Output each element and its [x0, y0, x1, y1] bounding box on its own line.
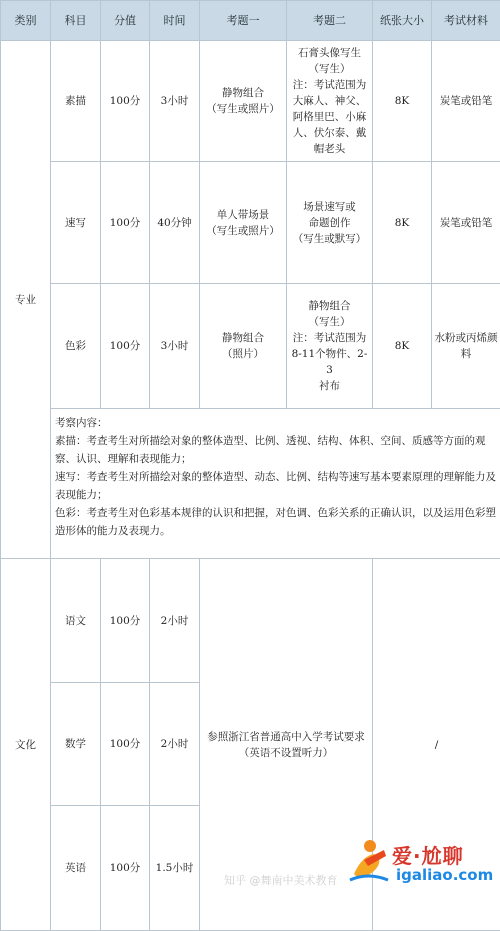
question-one-cell [200, 284, 287, 409]
merged-paper-material-cell: / [373, 559, 500, 931]
table-row [1, 162, 500, 284]
time-cell: 3小时 [150, 284, 200, 409]
domain-watermark-text: igaliao.com [396, 866, 493, 884]
note-line: 速写：考查考生对所描绘对象的整体造型、动态、比例、结构等速写基本要素原理的理解能力及表现能力； [55, 468, 496, 504]
paper-size-cell: 8K [373, 284, 432, 409]
note-line: 色彩：考查考生对色彩基本规律的认识和把握，对色调、色彩关系的正确认识，以及运用色彩塑造形体的能力及表现力。 [55, 504, 496, 540]
table-row [1, 284, 500, 409]
cell-line: 单人带场景 [202, 207, 284, 223]
header-row [1, 1, 500, 41]
score-cell: 100分 [101, 683, 150, 806]
cell-line: 参照浙江省普通高中入学考试要求 [202, 729, 370, 745]
time-cell: 3小时 [150, 41, 200, 162]
subject-cell: 速写 [51, 162, 101, 284]
time-cell: 2小时 [150, 683, 200, 806]
cell-line: （写生或照片） [202, 101, 284, 117]
cell-line: 8-11个物件、2-3 [289, 346, 370, 378]
table-row [1, 41, 500, 162]
paper-size-cell: 8K [373, 41, 432, 162]
cell-line: 人、伏尔泰、戴 [289, 125, 370, 141]
cell-line: 石膏头像写生 [289, 45, 370, 61]
brand-watermark-text: 爱·尬聊 [392, 840, 464, 869]
question-one-cell [200, 41, 287, 162]
cell-line: （写生或照片） [202, 223, 284, 239]
note-line: 考察内容： [55, 414, 496, 432]
header-subject: 科目 [51, 1, 101, 41]
cell-line: 静物组合 [202, 330, 284, 346]
question-two-cell [287, 284, 373, 409]
subject-cell: 语文 [51, 559, 101, 683]
cell-line: 命题创作 [289, 215, 370, 231]
header-question-one: 考题一 [200, 1, 287, 41]
header-material: 考试材料 [432, 1, 500, 41]
assessment-note [51, 409, 500, 559]
cell-line: 注：考试范围为 [289, 330, 370, 346]
subject-cell: 素描 [51, 41, 101, 162]
cell-line: （写生） [289, 61, 370, 77]
question-one-cell [200, 162, 287, 284]
header-category: 类别 [1, 1, 51, 41]
time-cell: 2小时 [150, 559, 200, 683]
cell-line: 阿格里巴、小麻 [289, 109, 370, 125]
note-row [1, 409, 500, 559]
subject-cell: 色彩 [51, 284, 101, 409]
cell-line: （英语不设置听力） [202, 745, 370, 761]
cell-line: 大麻人、神父、 [289, 93, 370, 109]
material-cell: 炭笔或铅笔 [432, 41, 500, 162]
cell-line: 注：考试范围为 [289, 77, 370, 93]
table-row [1, 559, 500, 683]
time-cell: 40分钟 [150, 162, 200, 284]
score-cell: 100分 [101, 559, 150, 683]
note-line: 素描：考查考生对所描绘对象的整体造型、比例、透视、结构、体积、空间、质感等方面的观察、认识、理解和表现能力； [55, 432, 496, 468]
question-two-cell [287, 162, 373, 284]
cell-line: （写生或默写） [289, 231, 370, 247]
cell-line: （照片） [202, 346, 284, 362]
zhihu-watermark-text: 知乎 @舞南中美术教育 [224, 872, 338, 888]
cell-line: 场景速写或 [289, 199, 370, 215]
time-cell: 1.5小时 [150, 806, 200, 931]
header-time: 时间 [150, 1, 200, 41]
score-cell: 100分 [101, 41, 150, 162]
subject-cell: 英语 [51, 806, 101, 931]
paper-size-cell: 8K [373, 162, 432, 284]
category-cell: 文化 [1, 559, 51, 931]
category-cell: 专业 [1, 41, 51, 559]
cell-line: 静物组合 [202, 85, 284, 101]
cell-line: （写生） [289, 314, 370, 330]
merged-exam-cell [200, 559, 373, 931]
score-cell: 100分 [101, 284, 150, 409]
header-score: 分值 [101, 1, 150, 41]
cell-line: 帽老头 [289, 141, 370, 157]
header-question-two: 考题二 [287, 1, 373, 41]
score-cell: 100分 [101, 162, 150, 284]
material-cell: 炭笔或铅笔 [432, 162, 500, 284]
cell-line: 静物组合 [289, 298, 370, 314]
material-cell: 水粉或丙烯颜料 [432, 284, 500, 409]
score-cell: 100分 [101, 806, 150, 931]
question-two-cell [287, 41, 373, 162]
cell-line: 衬布 [289, 378, 370, 394]
header-paper-size: 纸张大小 [373, 1, 432, 41]
subject-cell: 数学 [51, 683, 101, 806]
